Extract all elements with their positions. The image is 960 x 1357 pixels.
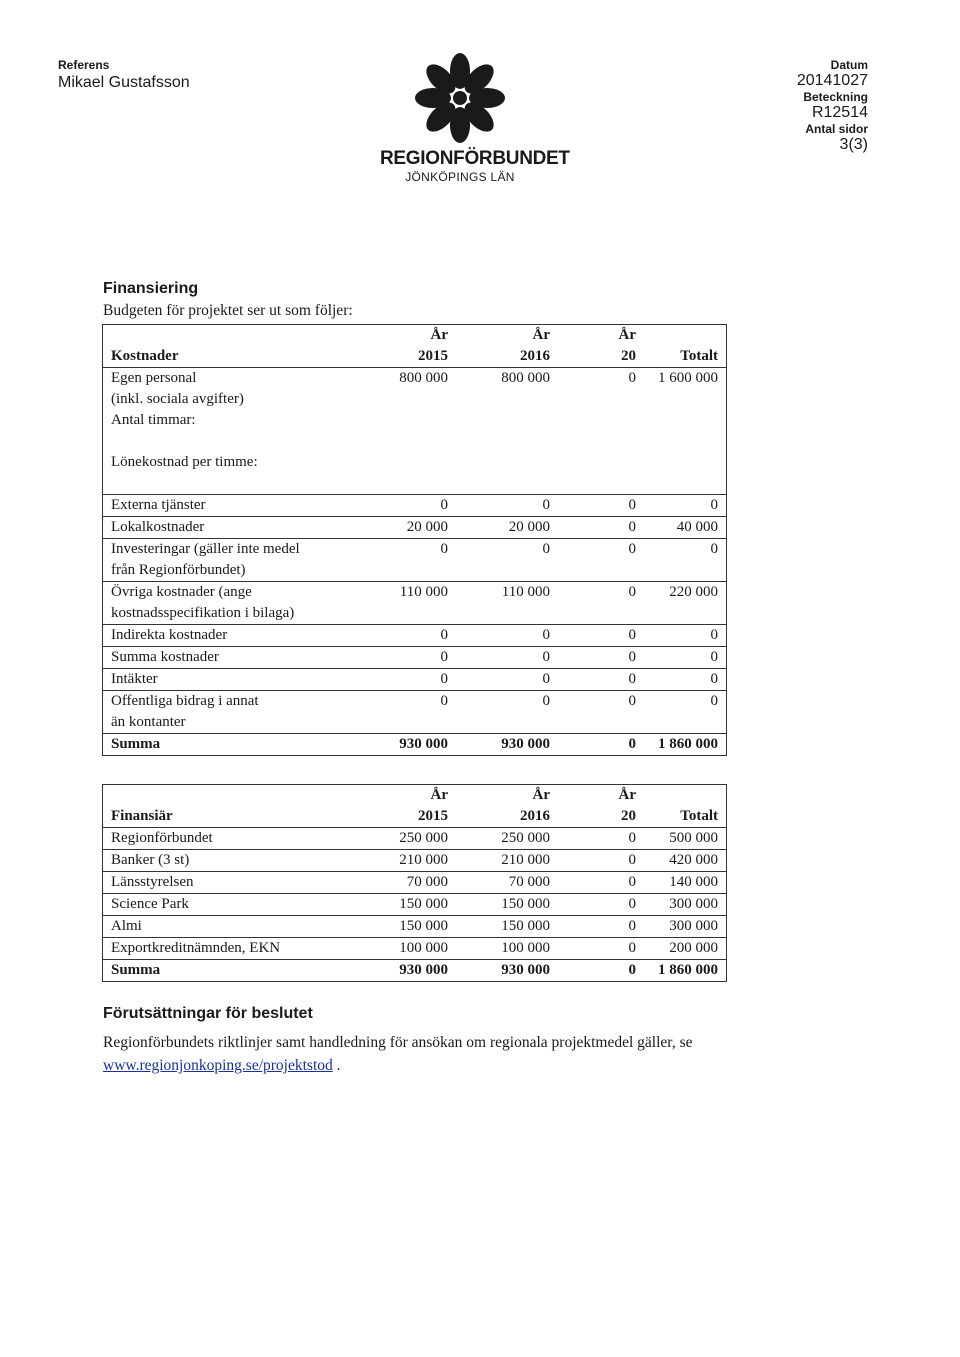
cell-year-2: 70 000 xyxy=(456,872,558,894)
financiers-year-row xyxy=(103,785,727,807)
cell-year-1: 210 000 xyxy=(354,850,456,872)
cell-year-3: 0 xyxy=(558,850,644,872)
cell-total: 200 000 xyxy=(644,938,727,960)
cell-year-3: 0 xyxy=(558,872,644,894)
table-row xyxy=(103,647,727,669)
cell-year-3: 0 xyxy=(558,517,644,539)
cell-year-2: 20 000 xyxy=(456,517,558,539)
row-label: Lönekostnad per timme: xyxy=(111,454,258,470)
document-meta xyxy=(797,58,868,154)
reference-block xyxy=(58,58,190,93)
cell-year-1: 0 xyxy=(354,625,456,647)
sum-total: 1 860 000 xyxy=(658,736,718,752)
cell-year-1: 0 xyxy=(354,669,456,691)
cell-total: 300 000 xyxy=(644,916,727,938)
row-label: Intäkter xyxy=(103,669,355,691)
table-row xyxy=(103,691,727,734)
header-year-1: 2015 xyxy=(354,346,456,368)
header-total: Totalt xyxy=(644,806,727,828)
row-label: Science Park xyxy=(103,894,355,916)
financing-intro: Budgeten för projektet ser ut som följer: xyxy=(103,302,353,319)
sum-total: 1 860 000 xyxy=(658,962,718,978)
table-row xyxy=(103,389,727,410)
row-label: Antal timmar: xyxy=(111,412,196,428)
cell-year-2: 0 xyxy=(456,625,558,647)
table-row xyxy=(103,410,727,431)
flower-logo-icon xyxy=(414,52,506,144)
cell-year-2: 250 000 xyxy=(456,828,558,850)
cell-year-3: 0 xyxy=(558,647,644,669)
cell-year-1: 0 xyxy=(354,495,456,517)
conditions-heading: Förutsättningar för beslutet xyxy=(103,1005,313,1022)
cell-year-3: 0 xyxy=(558,669,644,691)
row-label: Länsstyrelsen xyxy=(103,872,355,894)
header-year-3: 20 xyxy=(558,346,644,368)
costs-table xyxy=(102,324,727,756)
cell-year-2: 100 000 xyxy=(456,938,558,960)
cell-total: 420 000 xyxy=(644,850,727,872)
cell-year-3: 0 xyxy=(558,894,644,916)
cell-total: 1 600 000 xyxy=(658,370,718,386)
cell-year-1: 250 000 xyxy=(354,828,456,850)
cell-year-1: 800 000 xyxy=(399,370,448,386)
row-label: Investeringar (gäller inte medel från Regionförbundet) xyxy=(103,539,355,582)
cell-total: 140 000 xyxy=(644,872,727,894)
designation-value: R12514 xyxy=(811,104,868,121)
cell-year-1: 20 000 xyxy=(354,517,456,539)
organization-logo xyxy=(380,52,570,184)
year-word: År xyxy=(532,327,550,343)
cell-year-3: 0 xyxy=(628,370,636,386)
financing-heading: Finansiering xyxy=(103,280,199,297)
table-row xyxy=(103,517,727,539)
sum-year-2: 930 000 xyxy=(501,962,550,978)
cell-total: 220 000 xyxy=(644,582,727,625)
cell-year-3: 0 xyxy=(558,539,644,582)
cell-year-1: 100 000 xyxy=(354,938,456,960)
cell-year-3: 0 xyxy=(558,916,644,938)
conditions-body: Regionförbundets riktlinjer samt handledning för ansökan om regionala projektmedel gäller, se xyxy=(103,1034,693,1051)
financiers-header-row xyxy=(103,806,727,828)
financiers-table xyxy=(102,784,727,982)
table-row xyxy=(103,368,727,390)
sum-label: Summa xyxy=(111,736,161,752)
row-label: Exportkreditnämnden, EKN xyxy=(103,938,355,960)
cell-year-2: 110 000 xyxy=(456,582,558,625)
cell-total: 0 xyxy=(644,495,727,517)
cell-year-2: 0 xyxy=(456,647,558,669)
cell-total: 0 xyxy=(644,669,727,691)
table-row xyxy=(103,539,727,582)
header-total: Totalt xyxy=(644,346,727,368)
table-row xyxy=(103,582,727,625)
year-word: År xyxy=(532,787,550,803)
cell-year-3: 0 xyxy=(558,582,644,625)
table-row xyxy=(103,452,727,473)
sum-year-1: 930 000 xyxy=(399,962,448,978)
cell-year-3: 0 xyxy=(558,625,644,647)
cell-year-1: 0 xyxy=(354,539,456,582)
row-label: Egen personal xyxy=(111,370,197,386)
cell-year-1: 0 xyxy=(354,647,456,669)
designation-label: Beteckning xyxy=(803,90,868,104)
reference-name: Mikael Gustafsson xyxy=(58,74,190,91)
costs-year-row xyxy=(103,325,727,347)
cell-total: 0 xyxy=(644,625,727,647)
sum-year-3: 0 xyxy=(628,736,636,752)
cell-year-1: 150 000 xyxy=(354,894,456,916)
cell-total: 40 000 xyxy=(644,517,727,539)
year-word: År xyxy=(618,787,636,803)
projektstod-link[interactable]: www.regionjonkoping.se/projektstod xyxy=(103,1057,333,1074)
row-label: Övriga kostnader (ange kostnadsspecifikation i bilaga) xyxy=(103,582,355,625)
table-row xyxy=(103,669,727,691)
row-label: Offentliga bidrag i annat än kontanter xyxy=(103,691,355,734)
row-label: (inkl. sociala avgifter) xyxy=(111,391,244,407)
reference-label: Referens xyxy=(58,58,110,72)
header-year-2: 2016 xyxy=(456,346,558,368)
cell-total: 0 xyxy=(644,539,727,582)
costs-header-row xyxy=(103,346,727,368)
cell-total: 0 xyxy=(644,691,727,734)
pages-label: Antal sidor xyxy=(805,122,868,136)
date-label: Datum xyxy=(830,58,868,72)
cell-year-3: 0 xyxy=(558,938,644,960)
organization-subtitle: JÖNKÖPINGS LÄN xyxy=(405,170,515,184)
cell-year-2: 0 xyxy=(456,539,558,582)
table-row xyxy=(103,828,727,850)
financiers-header-label: Finansiär xyxy=(103,806,355,828)
table-row xyxy=(103,916,727,938)
row-label: Externa tjänster xyxy=(103,495,355,517)
cell-year-1: 110 000 xyxy=(354,582,456,625)
sum-label: Summa xyxy=(111,962,161,978)
table-row xyxy=(103,894,727,916)
table-row xyxy=(103,938,727,960)
cell-year-2: 150 000 xyxy=(456,916,558,938)
cell-year-2: 0 xyxy=(456,669,558,691)
date-value: 20141027 xyxy=(796,72,868,89)
cell-year-2: 0 xyxy=(456,691,558,734)
row-label: Almi xyxy=(103,916,355,938)
table-row xyxy=(103,850,727,872)
table-row xyxy=(103,495,727,517)
sum-year-1: 930 000 xyxy=(399,736,448,752)
year-word: År xyxy=(430,327,448,343)
conditions-text xyxy=(103,1031,743,1077)
cell-year-3: 0 xyxy=(558,691,644,734)
cell-year-1: 70 000 xyxy=(354,872,456,894)
row-label: Banker (3 st) xyxy=(103,850,355,872)
table-row xyxy=(103,872,727,894)
costs-header-label: Kostnader xyxy=(103,346,355,368)
table-row xyxy=(103,625,727,647)
cell-total: 300 000 xyxy=(644,894,727,916)
sum-year-2: 930 000 xyxy=(501,736,550,752)
cell-year-3: 0 xyxy=(558,828,644,850)
cell-total: 0 xyxy=(644,647,727,669)
header-year-3: 20 xyxy=(558,806,644,828)
row-label: Indirekta kostnader xyxy=(103,625,355,647)
link-trailing-text: . xyxy=(332,1057,341,1074)
pages-value: 3(3) xyxy=(839,136,868,153)
cell-year-2: 800 000 xyxy=(501,370,550,386)
cell-year-2: 150 000 xyxy=(456,894,558,916)
cell-year-1: 150 000 xyxy=(354,916,456,938)
year-word: År xyxy=(618,327,636,343)
header-year-2: 2016 xyxy=(456,806,558,828)
year-word: År xyxy=(430,787,448,803)
cell-year-1: 0 xyxy=(354,691,456,734)
cell-year-3: 0 xyxy=(558,495,644,517)
organization-name: REGIONFÖRBUNDET xyxy=(380,148,570,169)
cell-year-2: 210 000 xyxy=(456,850,558,872)
cell-total: 500 000 xyxy=(644,828,727,850)
financiers-sum-row xyxy=(103,960,727,982)
cell-year-2: 0 xyxy=(456,495,558,517)
header-year-1: 2015 xyxy=(354,806,456,828)
sum-year-3: 0 xyxy=(628,962,636,978)
costs-sum-row xyxy=(103,734,727,756)
row-label: Summa kostnader xyxy=(103,647,355,669)
row-label: Lokalkostnader xyxy=(103,517,355,539)
row-label: Regionförbundet xyxy=(103,828,355,850)
